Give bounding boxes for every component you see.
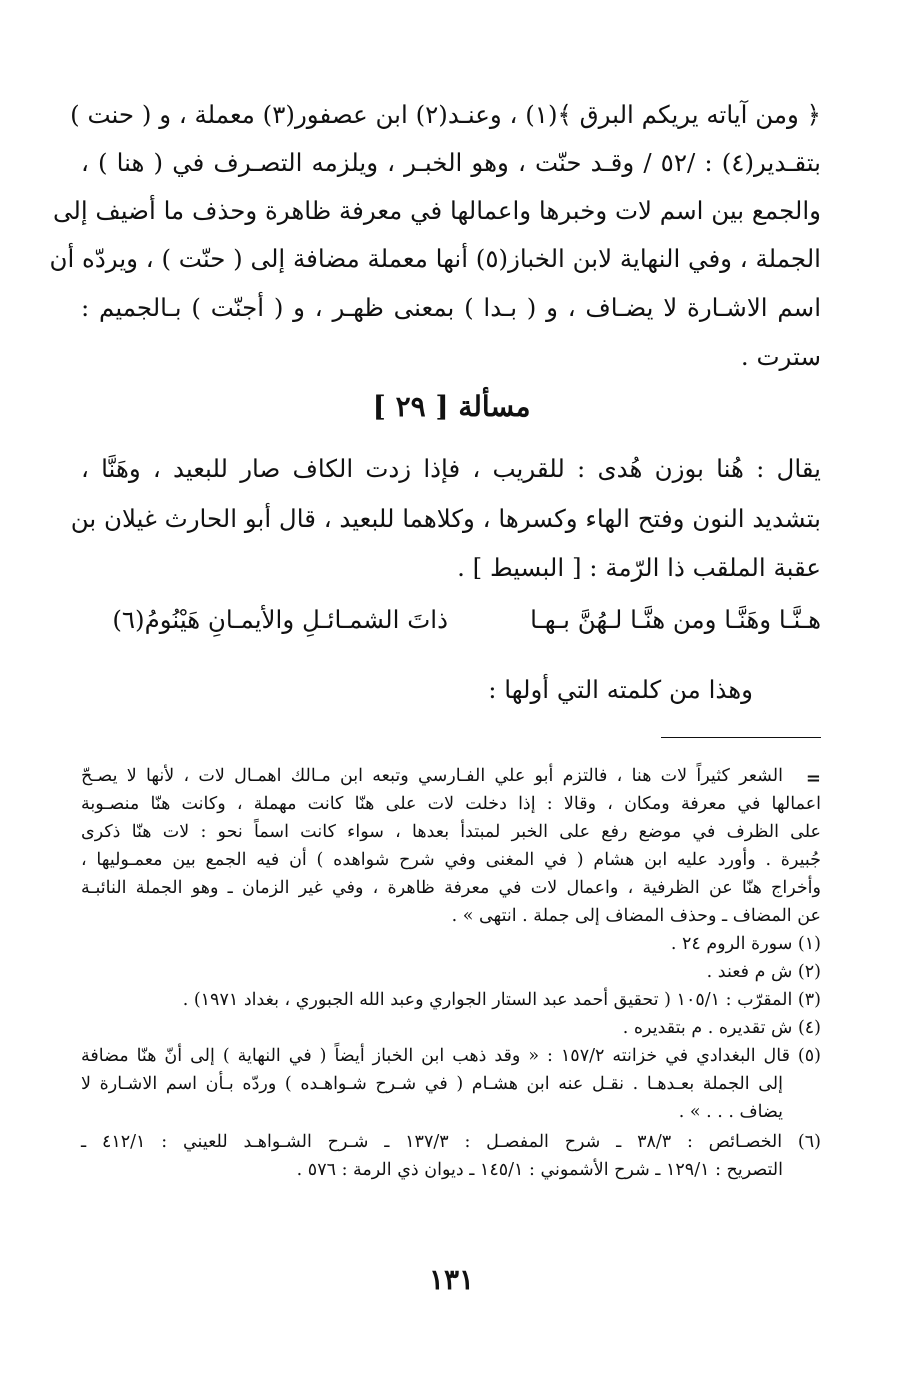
footnote-item: (٦) الخصـائص : ٣٨/٣ ـ شرح المفصـل : ١٣٧/٣ ـ شـرح الشـواهـد للعيني : ٤١٢/١ ـ [81, 1132, 821, 1152]
page-number: ١٣١ [428, 1263, 475, 1296]
after-verse-line: وهذا من كلمته التي أولها : [488, 675, 753, 704]
body-line: والجمع بين اسم لات وخبرها واعمالها في معرفة ظاهرة وحذف ما أضيف إلى [52, 196, 821, 225]
footnote-item: (٤) ش تقديره . م بتقديره . [622, 1018, 821, 1038]
footnote-line: عن المضاف ـ وحذف المضاف إلى جملة . انتهى » . [451, 906, 821, 926]
footnote-item: (٢) ش م فعند . [706, 962, 821, 982]
body-line: سترت . [740, 342, 821, 371]
footnote-line: وأخراج هنّا عن الظرفية ، واعمال لات في معرفة ظاهرة ، وفي غير الزمان ـ وهو الجملة النائبـة [81, 878, 821, 898]
footnote-item: (٥) قال البغدادي في خزانته ١٥٧/٢ : « وقد ذهب ابن الخباز أيضاً ( في النهاية ) إلى أنّ هنّا مضافة [81, 1046, 821, 1066]
footnote-line: الشعر كثيراً لات هنا ، فالتزم أبو علي الفـارسي وتبعه ابن مـالك اهمـال لات ، لأنها لا يصـحّ [81, 766, 783, 786]
footnote-line: على الظرف في موضع رفع على الخبر لمبتدأ بعدها ، سواء كانت اسماً نحو : لات هنّا ذكرى [81, 822, 821, 842]
section-line: بتشديد النون وفتح الهاء وكسرها ، وكلاهما للبعيد ، قال أبو الحارث غيلان بن [70, 504, 821, 533]
body-line: ﴿ ومن آياته يريكم البرق ﴾(١) ، وعنـد(٢) ابن عصفور(٣) معملة ، و ( حنت ) [70, 100, 821, 129]
footnote-separator [661, 737, 821, 738]
footnote-continuation-mark: = [805, 768, 821, 789]
section-heading: مسألة [ ٢٩ ] [372, 390, 531, 423]
verse-first-hemistich: هـنَّـا وهَنَّـا ومن هنَّـا لـهُنَّ بـهـا [530, 605, 821, 634]
footnote-item-continued: التصريح : ١٢٩/١ ـ شرح الأشموني : ١٤٥/١ ـ ديوان ذي الرمة : ٥٧٦ . [296, 1160, 783, 1180]
footnote-item-continued: إلى الجملة بعـدهـا . نقـل عنه ابن هشـام ( في شـرح شـواهـده ) وردّه بـأن اسم الاشـارة لا [81, 1074, 783, 1094]
section-line: يقال : هُنا بوزن هُدى : للقريب ، فإذا زدت الكاف صار للبعيد ، وهَنَّا ، [81, 454, 821, 483]
body-line: اسم الاشـارة لا يضـاف ، و ( بـدا ) بمعنى ظهـر ، و ( أجنّت ) بـالجميم : [81, 293, 821, 322]
verse-second-hemistich: ذاتَ الشمـائـلِ والأيمـانِ هَيْنُومُ(٦) [112, 605, 448, 634]
footnote-item: (١) سورة الروم ٢٤ . [670, 934, 821, 954]
section-line: عقبة الملقب ذا الرّمة : [ البسيط ] . [457, 553, 821, 582]
body-line: الجملة ، وفي النهاية لابن الخباز(٥) أنها معملة مضافة إلى ( حنّت ) ، ويردّه أن [49, 244, 821, 273]
footnote-line: جُبيرة . وأورد عليه ابن هشام ( في المغنى وفي شرح شواهده ) أن فيه الجمع بين معمـوليها ، [81, 850, 821, 870]
footnote-item-continued: يضاف . . . » . [678, 1102, 783, 1122]
body-line: بتقـدير(٤) : /٥٢ / وقـد حنّت ، وهو الخبـر ، ويلزمه التصـرف في ( هنا ) ، [81, 148, 821, 177]
footnote-item: (٣) المقرّب : ١٠٥/١ ( تحقيق أحمد عبد الستار الجواري وعبد الله الجبوري ، بغداد ١٩٧١) . [182, 990, 821, 1010]
footnote-line: اعمالها في معرفة ومكان ، وقالا : إذا دخلت لات على هنّا كانت مهملة ، وكانت هنّا منصـوبة [81, 794, 821, 814]
